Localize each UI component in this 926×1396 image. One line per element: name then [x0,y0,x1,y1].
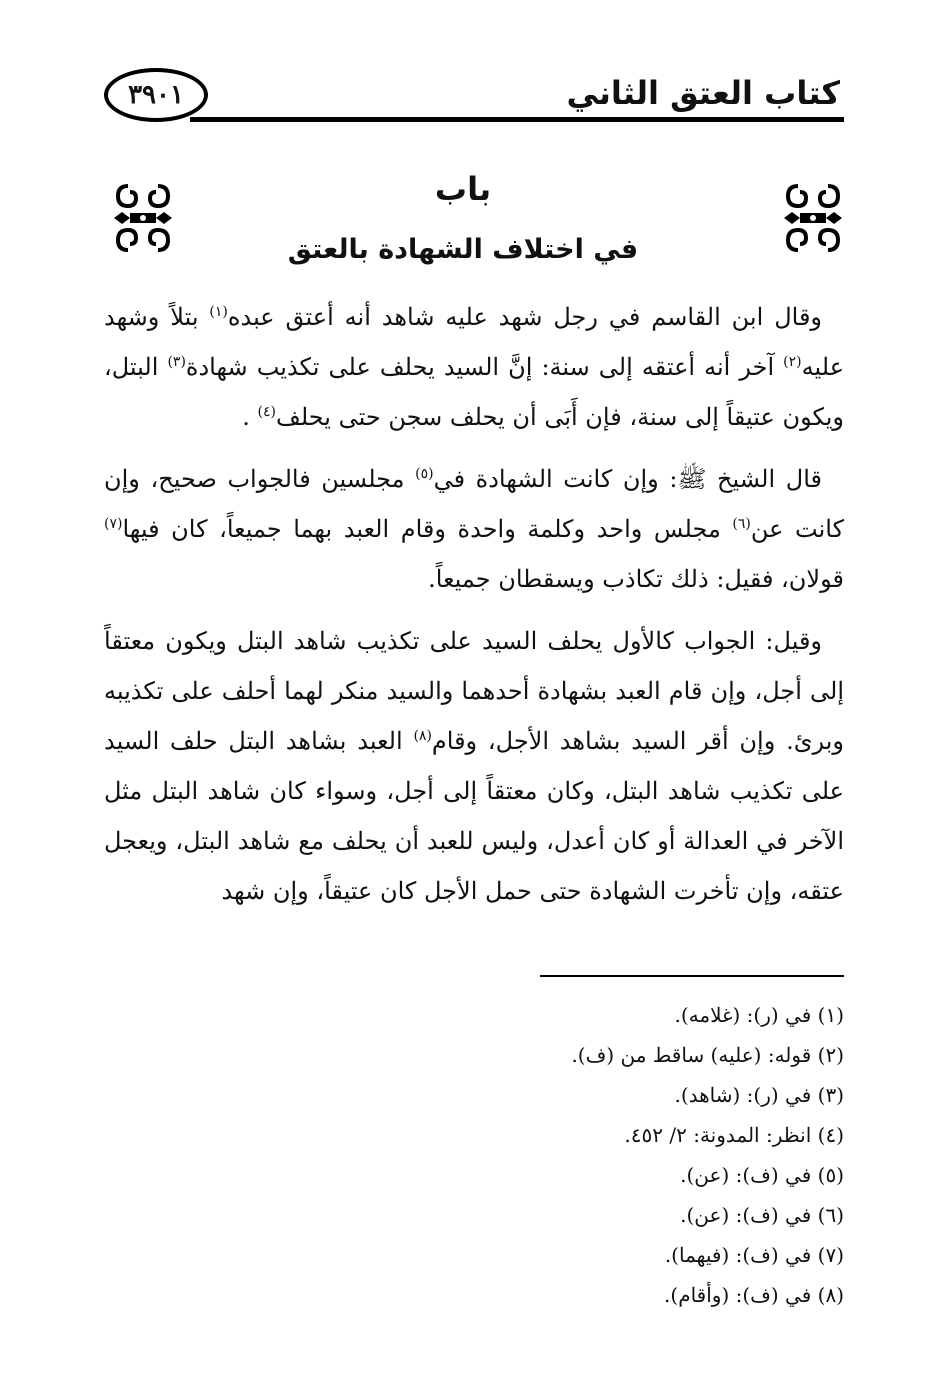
footnote: (٦) في (ف): (عن). [680,1203,844,1227]
text-span: بتلاً وشهد عليه [104,303,845,381]
text-span: قال الشيخ ﷺ: وإن كانت الشهادة في [433,465,822,493]
footnote-ref: (١) [209,304,228,320]
footnotes [104,995,844,1315]
footnote-ref: (٣) [167,354,186,370]
text-span: مجلسين فالجواب صحيح، وإن كانت عن [104,465,844,543]
header-rule-tail [196,117,210,122]
chapter-label: باب [434,170,492,208]
footnote-ref: (٥) [415,466,434,482]
footnote: (٢) قوله: (عليه) ساقط من (ف). [571,1043,844,1067]
paragraph [104,616,844,916]
paragraph [104,454,844,604]
book-title: كتاب العتق الثاني [566,74,840,112]
text-span: وقال ابن القاسم في رجل شهد عليه شاهد أنه أعتق عبده [227,303,823,331]
footnote-ref: (٢) [783,354,802,370]
footnote: (٥) في (ف): (عن). [680,1163,844,1187]
footnote: (٣) في (ر): (شاهد). [674,1083,844,1107]
page-number-badge [104,68,208,122]
footnote-ref: (٤) [257,404,277,420]
footnote-ref: (٨) [413,728,432,744]
text-span: وقيل: الجواب كالأول يحلف السيد على تكذيب شاهد البتل ويكون معتقاً إلى أجل، وإن قام العبد بشهادة أحدهما والسيد منكر لهما أحلف على تكذيبه وبرئ. وإن أقر السيد بشاهد الأجل، وقام [104,627,844,755]
footnote: (٨) في (ف): (وأقام). [664,1283,844,1307]
footnote-ref: (٧) [104,516,123,532]
footnote-ref: (٦) [732,516,751,532]
footnote: (٤) انظر: المدونة: ٢/ ٤٥٢. [624,1123,844,1147]
text-span: آخر أنه أعتقه إلى سنة: إنَّ السيد يحلف على تكذيب شهادة [185,353,784,381]
main-text [104,292,844,928]
footnote: (٧) في (ف): (فيهما). [664,1243,844,1267]
text-span: . [242,403,258,431]
paragraph [104,292,844,442]
page-number: ٣٩٠١ [128,80,184,110]
text-span: قولان، فقيل: ذلك تكاذب ويسقطان جميعاً. [428,565,844,593]
text-span: مجلس واحد وكلمة واحدة وقام العبد بهما جميعاً، كان فيها [122,515,733,543]
footnote: (١) في (ر): (غلامه). [674,1003,844,1027]
text-span: العبد بشاهد البتل حلف السيد على تكذيب شاهد البتل، وكان معتقاً إلى أجل، وسواء كان شاهد البتل مثل الآخر في العدالة أو كان أعدل، وليس للعبد أن يحلف مع شاهد البتل، ويعجل عتقه، وإن تأخرت الشهادة حتى حمل الأجل كان عتيقاً، وإن شهد [104,727,844,905]
page-header [0,0,926,140]
footnotes-divider [540,975,844,977]
chapter-title: في اختلاف الشهادة بالعتق [287,234,639,265]
text-span: البتل، ويكون عتيقاً إلى سنة، فإن أَبَى أن يحلف سجن حتى يحلف [104,353,844,431]
header-rule [190,117,844,122]
